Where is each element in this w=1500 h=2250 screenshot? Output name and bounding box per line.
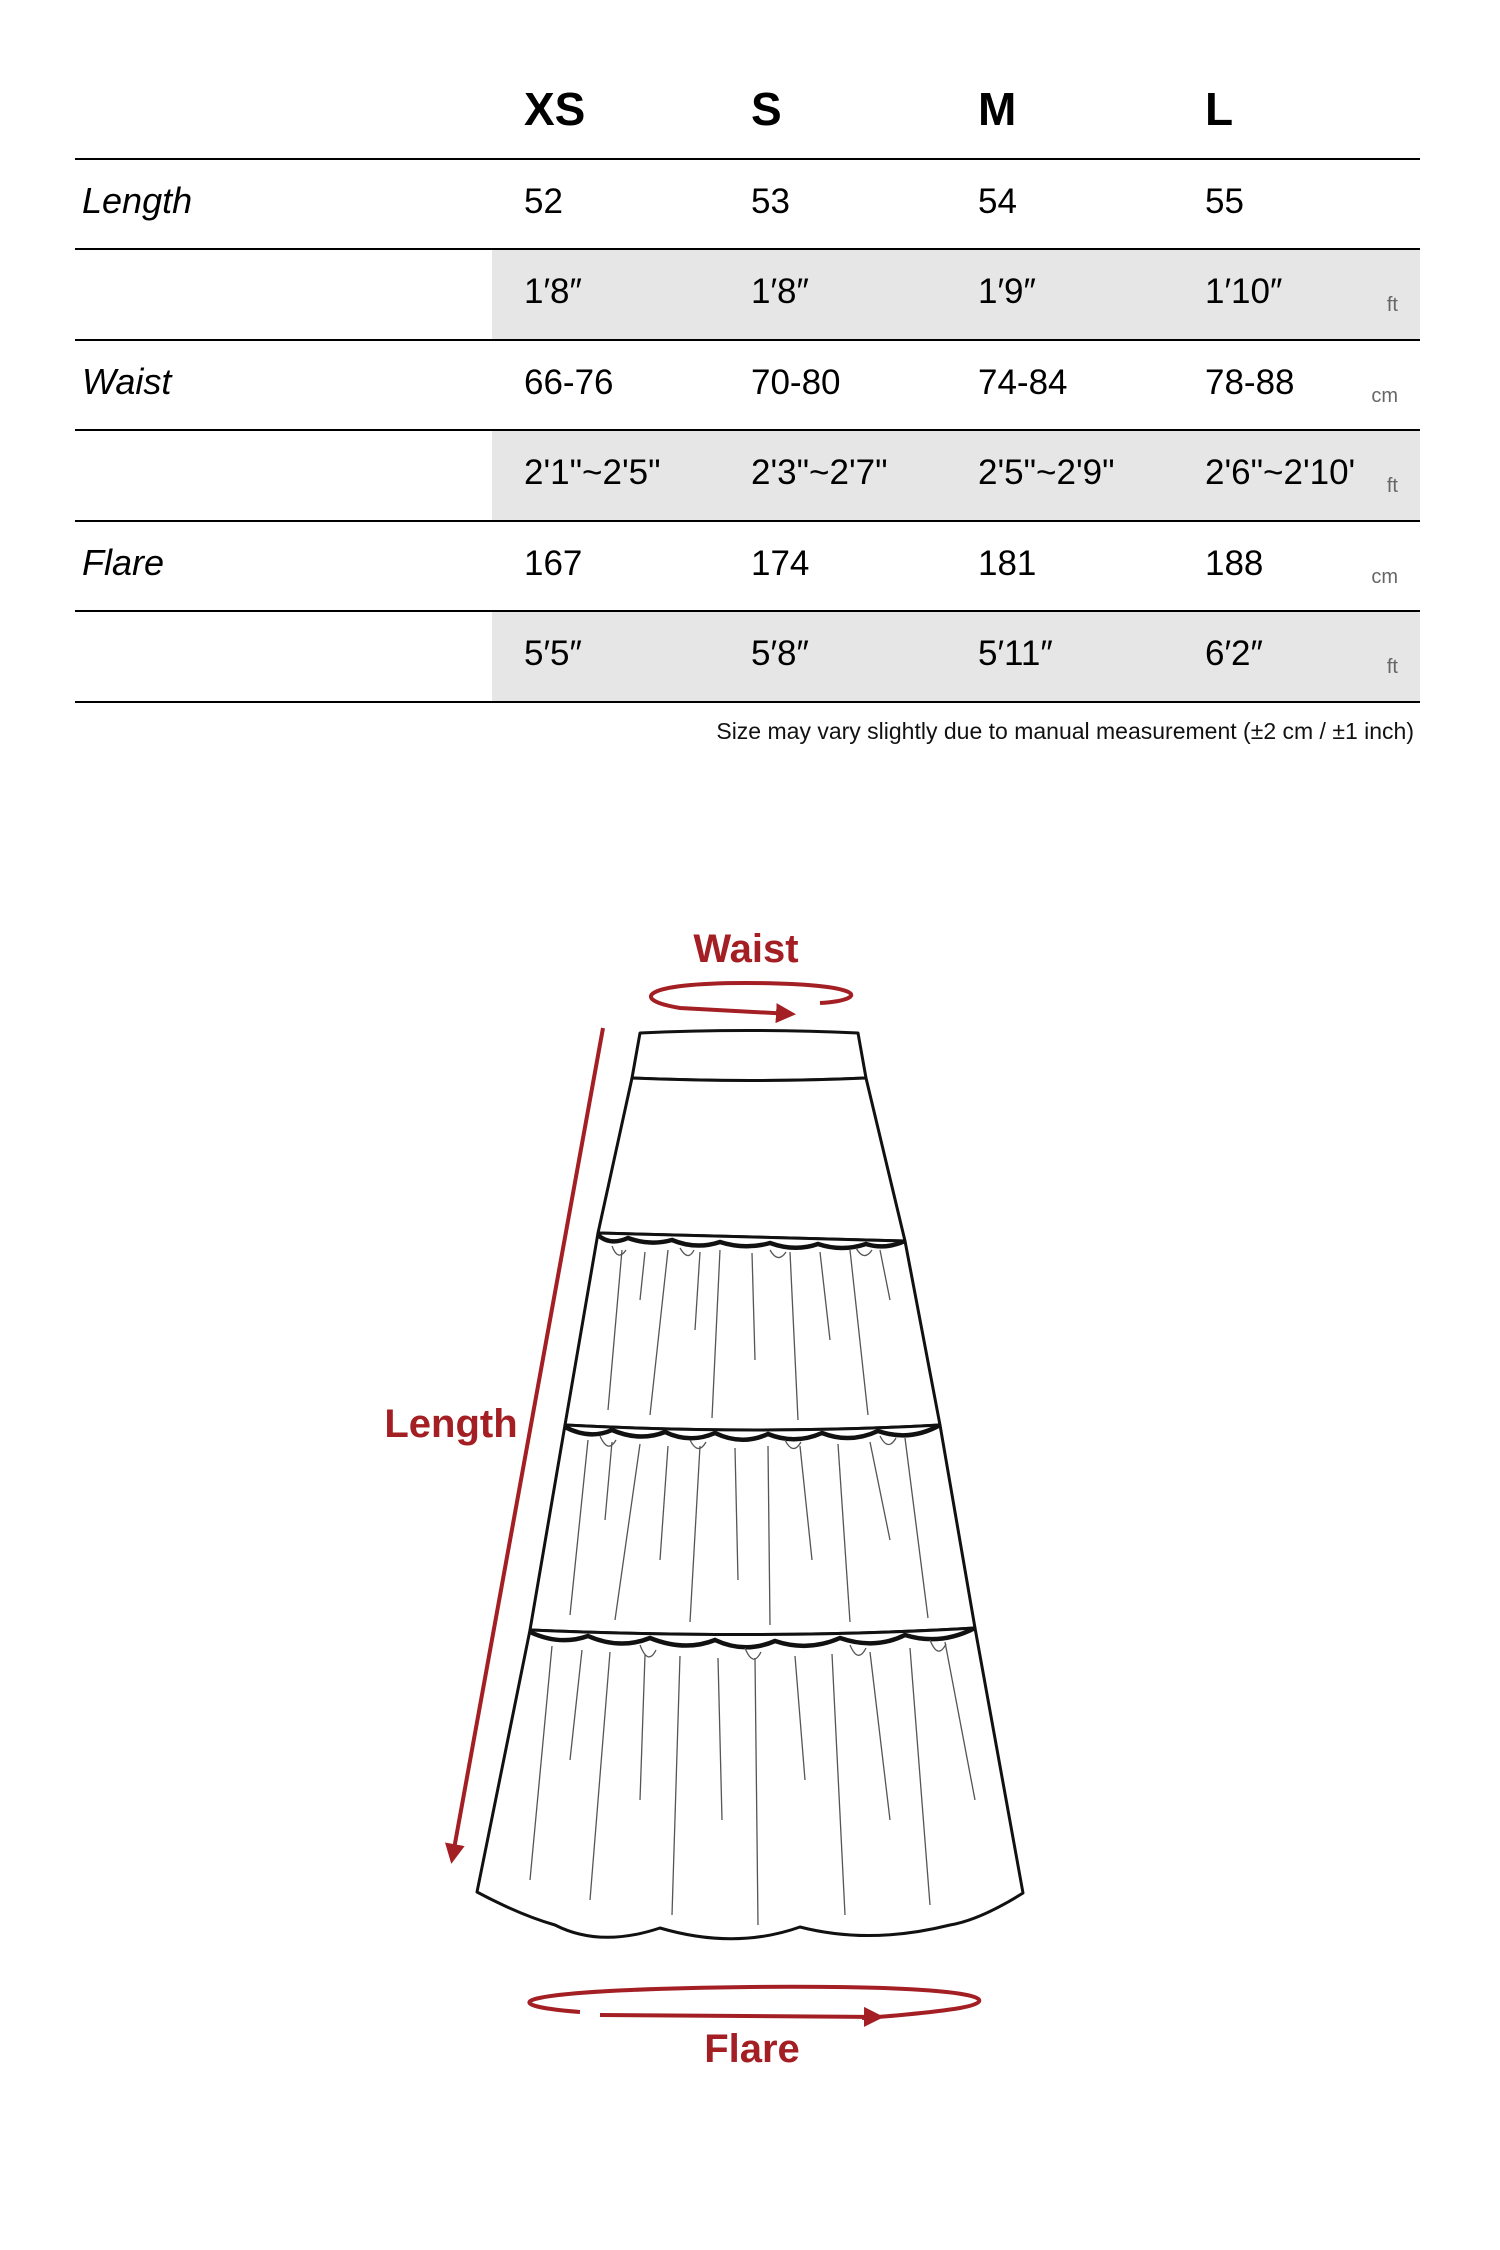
unit-ft: ft [1386, 656, 1398, 678]
waist-ft-row [75, 431, 1420, 522]
waist-l-cm: 78-88 [1205, 363, 1295, 402]
waist-m-cm: 74-84 [978, 363, 1068, 402]
waist-xs-ft: 2'1"~2'5" [524, 453, 661, 492]
length-xs-ft: 1′8″ [524, 272, 582, 311]
skirt-outline [477, 1031, 1023, 1939]
unit-cm: cm [1371, 566, 1398, 588]
length-diagram-label: Length [384, 1402, 518, 1446]
length-cm-row [75, 160, 1420, 250]
flare-m-cm: 181 [978, 544, 1037, 583]
unit-cm: cm [1371, 385, 1398, 407]
length-label: Length [82, 180, 193, 221]
unit-ft: ft [1386, 294, 1398, 316]
waist-cm-row [75, 341, 1420, 431]
length-l-cm: 55 [1205, 182, 1244, 221]
measurement-note: Size may vary slightly due to manual measurement (±2 cm / ±1 inch) [716, 718, 1414, 744]
length-m-ft: 1′9″ [978, 272, 1036, 311]
length-l-ft: 1′10″ [1205, 272, 1283, 311]
flare-cm-row [75, 522, 1420, 612]
row-shading [492, 612, 1420, 701]
length-s-cm: 53 [751, 182, 790, 221]
flare-arrow [529, 1987, 979, 2018]
length-xs-cm: 52 [524, 182, 563, 221]
flare-s-ft: 5′8″ [751, 634, 809, 673]
waist-m-ft: 2'5"~2'9" [978, 453, 1115, 492]
flare-label: Flare [82, 542, 165, 583]
flare-xs-cm: 167 [524, 544, 583, 583]
flare-m-ft: 5′11″ [978, 634, 1053, 673]
waist-label: Waist [82, 361, 172, 402]
size-header-s: S [751, 83, 782, 135]
size-chart-table [75, 60, 1420, 703]
waist-arrow [651, 983, 851, 1014]
flare-l-cm: 188 [1205, 544, 1264, 583]
flare-xs-ft: 5′5″ [524, 634, 582, 673]
flare-diagram-label: Flare [704, 2027, 800, 2071]
waist-l-ft: 2'6"~2'10' [1205, 453, 1356, 492]
size-header-l: L [1205, 83, 1234, 135]
waist-s-ft: 2'3"~2'7" [751, 453, 888, 492]
length-s-ft: 1′8″ [751, 272, 809, 311]
size-header-row [75, 60, 1420, 160]
flare-l-ft: 6′2″ [1205, 634, 1263, 673]
waist-xs-cm: 66-76 [524, 363, 614, 402]
skirt-measurement-diagram [0, 900, 1500, 2150]
flare-ft-row [75, 612, 1420, 703]
waist-diagram-label: Waist [693, 927, 799, 971]
length-m-cm: 54 [978, 182, 1017, 221]
length-ft-row [75, 250, 1420, 341]
unit-ft: ft [1386, 475, 1398, 497]
waist-s-cm: 70-80 [751, 363, 841, 402]
flare-s-cm: 174 [751, 544, 810, 583]
size-header-m: M [978, 83, 1017, 135]
size-header-xs: XS [524, 83, 586, 135]
